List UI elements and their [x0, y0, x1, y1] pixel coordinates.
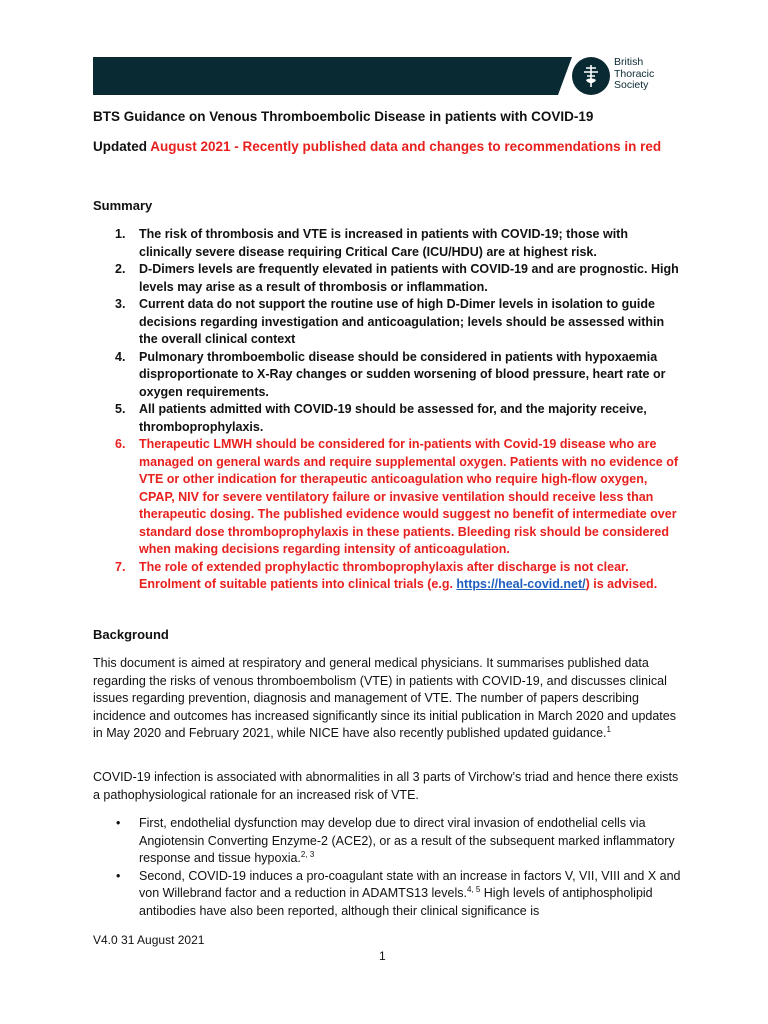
logo-line-2: Thoracic — [614, 67, 655, 80]
update-prefix: Updated — [93, 139, 151, 154]
item-number: 2. — [115, 262, 126, 276]
header-banner — [93, 57, 558, 95]
logo-text — [614, 57, 654, 92]
page-number: 1 — [379, 949, 386, 963]
summary-item-updated — [93, 559, 683, 594]
update-notice — [93, 139, 661, 154]
citation-superscript: 4, 5 — [466, 884, 481, 894]
document-title: BTS Guidance on Venous Thromboembolic Disease in patients with COVID-19 — [93, 109, 594, 124]
summary-item-updated — [93, 436, 683, 559]
item-number: 1. — [115, 227, 126, 241]
footer-version: V4.0 31 August 2021 — [93, 933, 205, 947]
summary-item — [93, 401, 683, 436]
heal-covid-link[interactable]: https://heal-covid.net/ — [456, 577, 586, 591]
summary-item — [93, 349, 683, 402]
logo-line-1: British — [614, 56, 644, 68]
background-heading: Background — [93, 627, 169, 642]
item-text: Therapeutic LMWH should be considered for in-patients with Covid-19 disease who are managed on general wards and require supplemental oxygen. Patients with no evidence of VTE or other indication for therapeutic anticoagulation who require high-flow oxygen, CPAP, NIV for severe ventilatory failure or invasive ventilation should receive less than therapeutic dosing. The published evidence would suggest no benefit of intermediate over standard dose thromboprophylaxis in these patients. Bleeding risk should be considered when making decisions regarding intensity of anticoagulation. — [139, 437, 679, 556]
bullet-item — [93, 868, 683, 921]
summary-item — [93, 261, 683, 296]
summary-item — [93, 296, 683, 349]
logo-line-3: Society — [614, 79, 649, 91]
item-number: 3. — [115, 297, 126, 311]
item-text: Current data do not support the routine use of high D-Dimer levels in isolation to guide decisions regarding investigation and anticoagulation; levels should be assessed within the overall clinical context — [139, 297, 665, 346]
summary-heading: Summary — [93, 198, 153, 213]
bullet-text-after: High levels of antiphospholipid antibodies have also been reported, although their clinical significance is — [139, 886, 653, 918]
item-number: 5. — [115, 402, 126, 416]
background-paragraph-2: COVID-19 infection is associated with abnormalities in all 3 parts of Virchow’s triad and hence there exists a pathophysiological rationale for an increased risk of VTE. — [93, 770, 679, 802]
item-text: D-Dimers levels are frequently elevated in patients with COVID-19 and are prognostic. High levels may arise as a result of thrombosis or inflammation. — [139, 262, 679, 294]
item-text: Pulmonary thromboembolic disease should be considered in patients with hypoxaemia disproportionate to X-Ray changes or sudden worsening of blood pressure, heart rate or oxygen requirements. — [139, 349, 666, 399]
background-paragraph-1 — [93, 655, 683, 743]
paragraph-text: This document is aimed at respiratory and general medical physicians. It summarises published data regarding the risks of venous thromboembolism (VTE) in patients with COVID-19, and discusses clinical issues regarding prevention, diagnosis and management of VTE. The number of papers describing incidence and outcomes has increased significantly since its initial publication in March 2020 and updates in May 2020 and February 2021, while NICE have also recently published updated guidance. — [93, 656, 676, 740]
item-number: 6. — [115, 437, 126, 451]
citation-superscript: 1 — [606, 724, 611, 734]
item-text: The risk of thrombosis and VTE is increased in patients with COVID-19; those with clinically severe disease requiring Critical Care (ICU/HDU) are at highest risk. — [139, 227, 628, 259]
header-banner-edge — [558, 57, 572, 95]
summary-list — [93, 226, 683, 594]
bullet-item — [93, 815, 683, 868]
item-text-before-link: The role of extended prophylactic thromboprophylaxis after discharge is not clear. Enrolment of suitable patients into clinical trials (e.g. — [139, 559, 629, 591]
bullet-text: Second, COVID-19 induces a pro-coagulant state with an increase in factors V, VII, VIII and X and von Willebrand factor and a reduction in ADAMTS13 levels. — [139, 868, 681, 900]
bullet-icon: • — [116, 868, 121, 883]
background-bullet-list — [93, 815, 683, 920]
bts-logo-icon — [572, 57, 610, 95]
update-red-text: August 2021 - Recently published data and changes to recommendations in red — [150, 139, 662, 154]
bullet-text: First, endothelial dysfunction may develop due to direct viral invasion of endothelial cells via Angiotensin Converting Enzyme-2 (ACE2), or as a result of the subsequent marked inflammatory response and tissue hypoxia. — [139, 816, 675, 865]
item-number: 7. — [115, 559, 126, 574]
summary-item — [93, 226, 683, 261]
item-text-after-link: ) is advised. — [585, 577, 658, 591]
item-number: 4. — [115, 349, 126, 364]
citation-superscript: 2, 3 — [300, 849, 315, 859]
item-text: All patients admitted with COVID-19 should be assessed for, and the majority receive, thromboprophylaxis. — [139, 402, 647, 434]
bullet-icon: • — [116, 816, 121, 830]
